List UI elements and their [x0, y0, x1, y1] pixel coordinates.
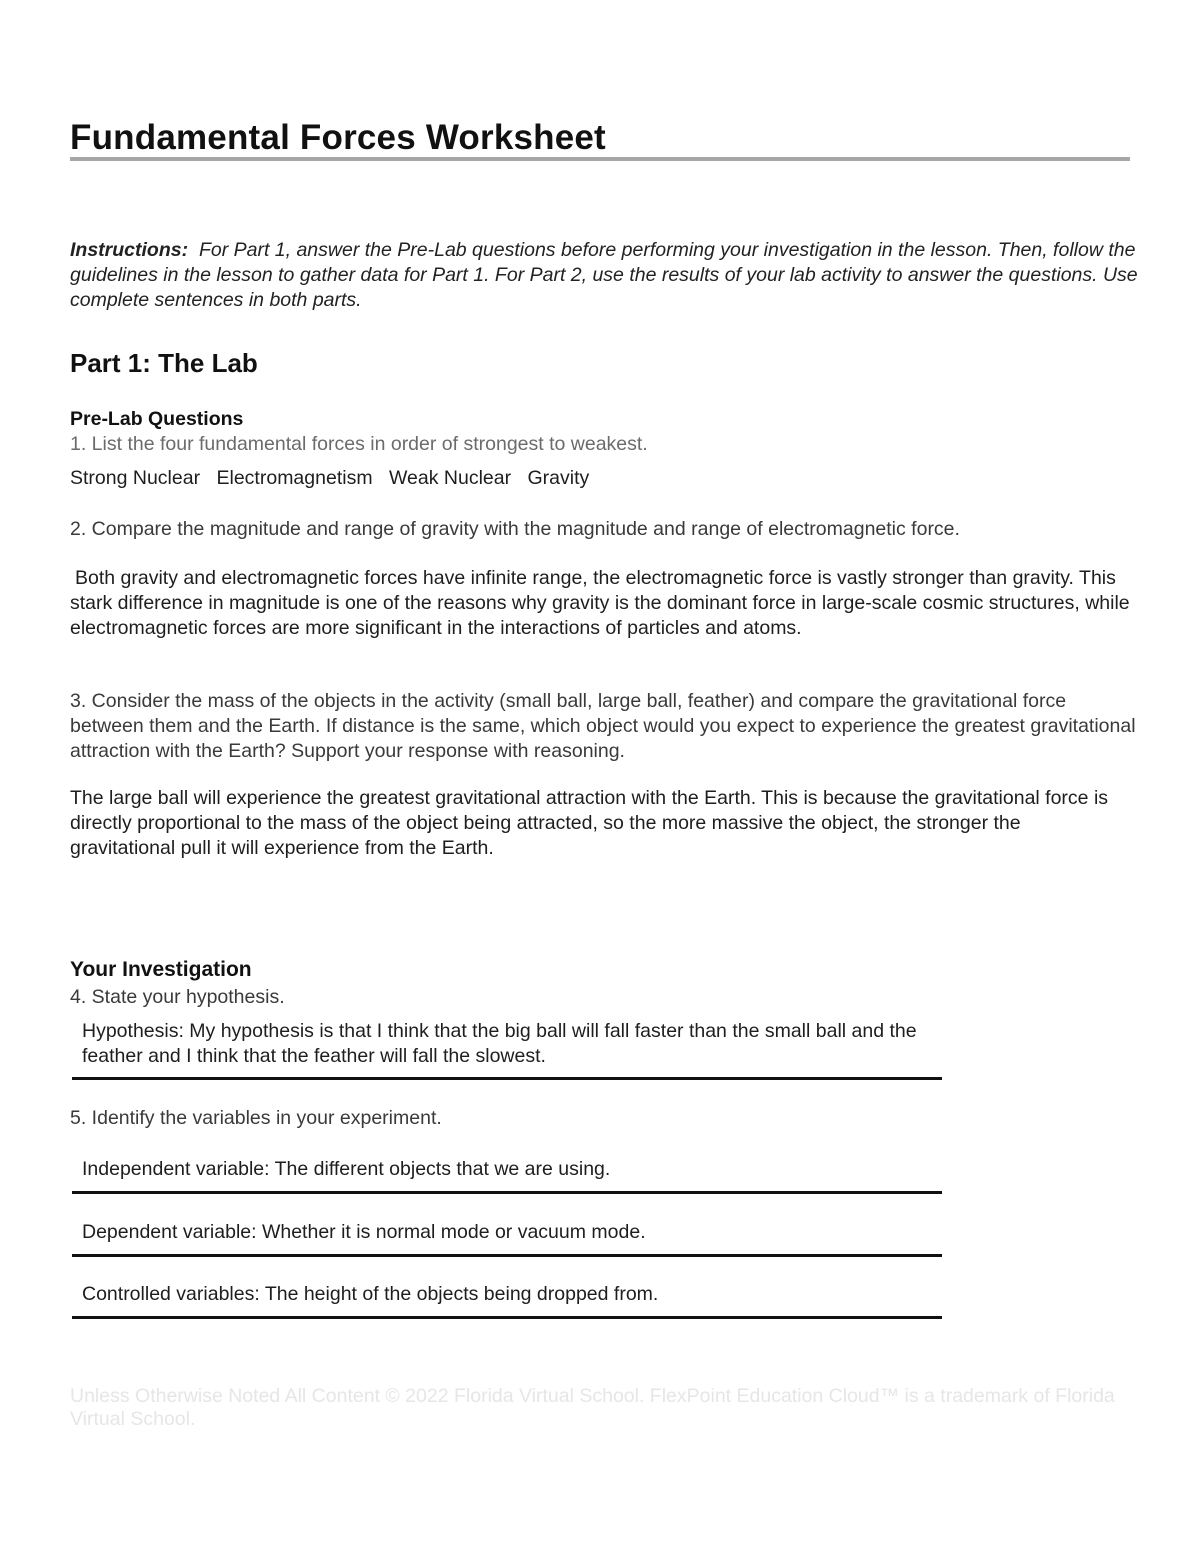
prelab-heading: Pre-Lab Questions	[70, 408, 244, 430]
controlled-variables-field[interactable]: Controlled variables: The height of the objects being dropped from.	[72, 1282, 942, 1319]
copyright-footer: Unless Otherwise Noted All Content © 2022 Florida Virtual School. FlexPoint Education Cloud™ is a trademark of Florida Virtual School.	[70, 1385, 1115, 1430]
question-2: 2. Compare the magnitude and range of gravity with the magnitude and range of electromagnetic force.	[70, 518, 960, 540]
dependent-variable-field[interactable]: Dependent variable: Whether it is normal mode or vacuum mode.	[72, 1220, 942, 1257]
question-5: 5. Identify the variables in your experiment.	[70, 1107, 442, 1129]
part1-heading: Part 1: The Lab	[70, 348, 258, 378]
investigation-heading: Your Investigation	[70, 958, 252, 981]
force-item: Gravity	[527, 467, 590, 489]
page-title: Fundamental Forces Worksheet	[70, 118, 606, 157]
instructions-label: Instructions:	[70, 239, 189, 261]
instructions-text: For Part 1, answer the Pre-Lab questions before performing your investigation in the lesson. Then, follow the guidelines in the lesson to gather data for Part 1. For Part 2, use the results of your lab activity to answer the questions. Use complete sentences in both parts.	[70, 239, 1138, 311]
instructions	[70, 238, 1140, 313]
force-item: Electromagnetism	[216, 467, 373, 489]
independent-variable-field[interactable]: Independent variable: The different objects that we are using.	[72, 1157, 942, 1194]
question-4: 4. State your hypothesis.	[70, 986, 285, 1008]
answer-3: The large ball will experience the greatest gravitational attraction with the Earth. This is because the gravitational force is directly proportional to the mass of the object being attracted, so the more massive the object, the stronger the gravitational pull it will experience from the Earth.	[70, 787, 1109, 859]
hypothesis-field[interactable]: Hypothesis: My hypothesis is that I think that the big ball will fall faster than the small ball and the feather and I think that the feather will fall the slowest.	[72, 1019, 942, 1080]
title-divider	[70, 157, 1130, 161]
answer-1	[70, 466, 1130, 491]
question-3: 3. Consider the mass of the objects in the activity (small ball, large ball, feather) and compare the gravitational force between them and the Earth. If distance is the same, which object would you expect to experience the greatest gravitational attraction with the Earth? Support your response with reasoning.	[70, 690, 1136, 762]
force-item: Strong Nuclear	[70, 467, 201, 489]
question-1: 1. List the four fundamental forces in order of strongest to weakest.	[70, 433, 648, 455]
force-item: Weak Nuclear	[388, 467, 512, 489]
answer-2: Both gravity and electromagnetic forces have infinite range, the electromagnetic force is vastly stronger than gravity. This stark difference in magnitude is one of the reasons why gravity is the dominant force in large-scale cosmic structures, while electromagnetic forces are more significant in the interactions of particles and atoms.	[70, 567, 1130, 639]
